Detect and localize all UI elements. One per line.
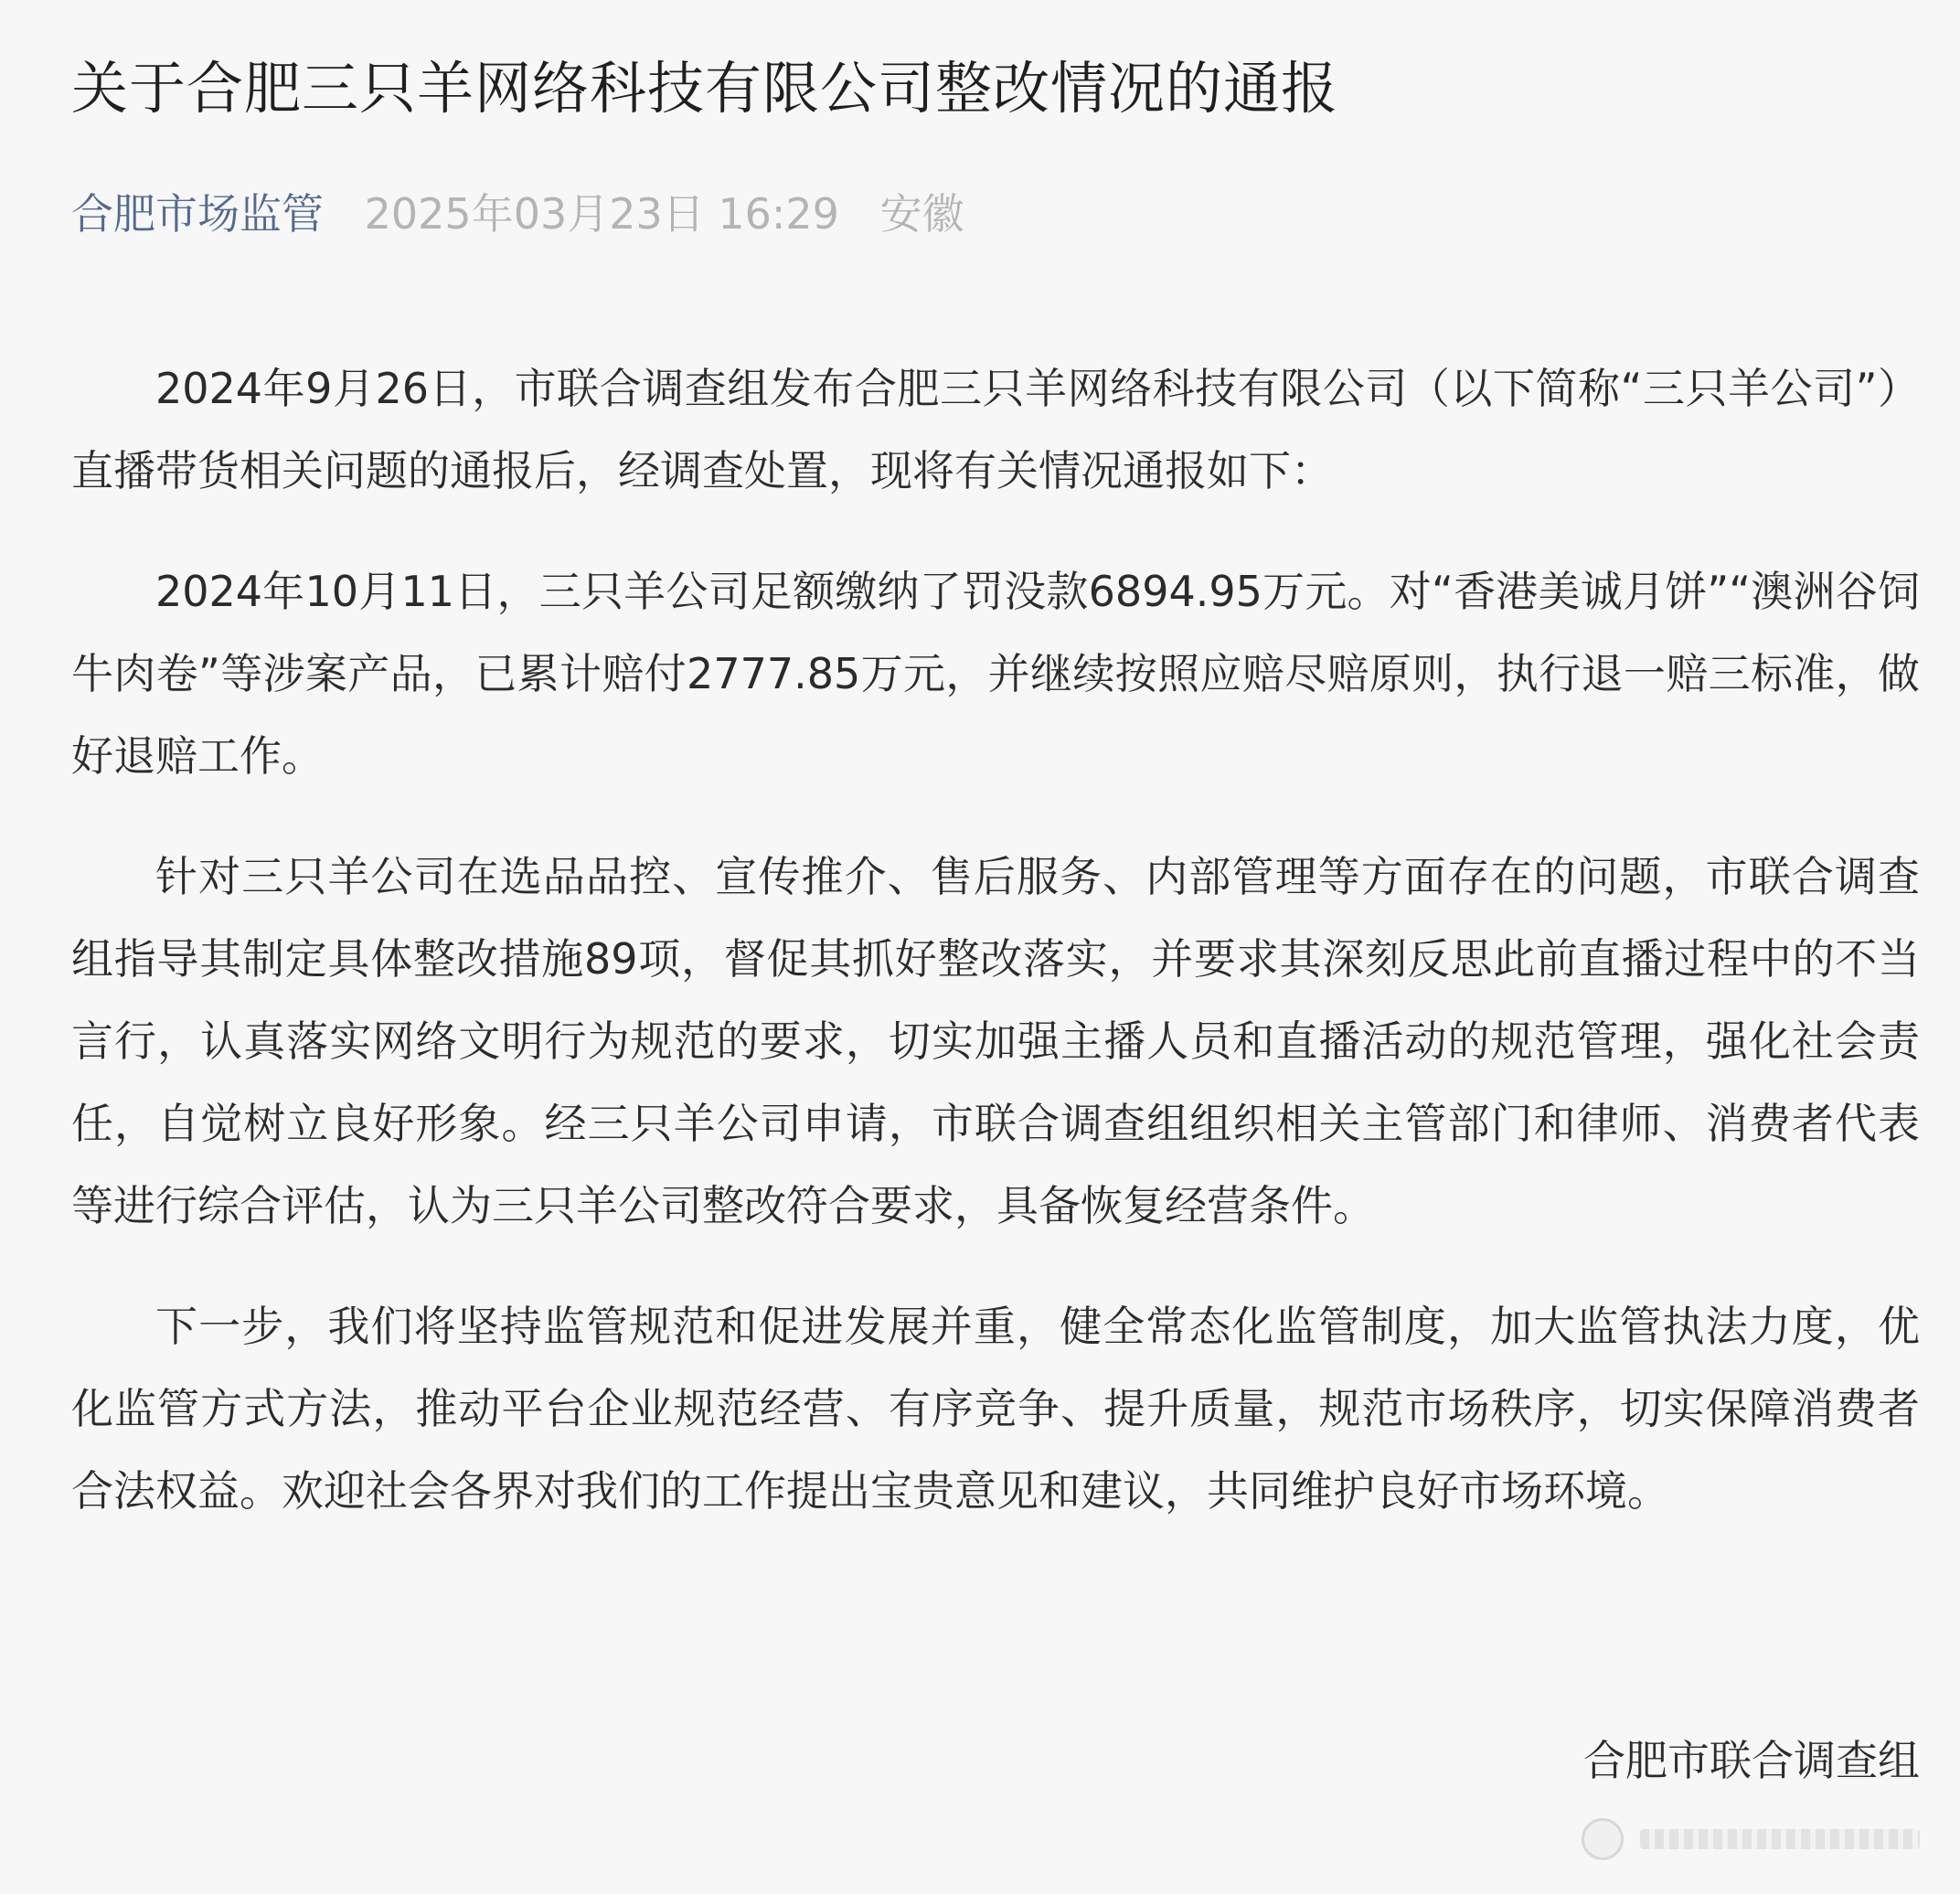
paragraph-4: 下一步，我们将坚持监管规范和促进发展并重，健全常态化监管制度，加大监管执法力度，优化监管方式方法，推动平台企业规范经营、有序竞争、提升质量，规范市场秩序，切实保障消费者合法权益。欢迎社会各界对我们的工作提出宝贵意见和建议，共同维护良好市场环境。 xyxy=(71,1302,1920,1516)
publish-location: 安徽 xyxy=(879,189,964,239)
paragraph-2: 2024年10月11日，三只羊公司足额缴纳了罚没款6894.95万元。对“香港美诚月饼”“澳洲谷饲牛肉卷”等涉案产品，已累计赔付2777.85万元，并继续按照应赔尽赔原则，执行退一赔三标准，做好退赔工作。 xyxy=(71,567,1920,781)
article-body xyxy=(71,347,1920,1532)
signature: 合肥市联合调查组 xyxy=(1583,1736,1920,1785)
source-link[interactable]: 合肥市场监管 xyxy=(71,189,324,239)
publish-date: 2025年03月23日 16:29 xyxy=(364,189,839,239)
article xyxy=(71,48,1920,1570)
watermark xyxy=(1582,1817,1920,1861)
watermark-text-graphic xyxy=(1640,1829,1920,1849)
paragraph-3: 针对三只羊公司在选品品控、宣传推介、售后服务、内部管理等方面存在的问题，市联合调查组指导其制定具体整改措施89项，督促其抓好整改落实，并要求其深刻反思此前直播过程中的不当言行，认真落实网络文明行为规范的要求，切实加强主播人员和直播活动的规范管理，强化社会责任，自觉树立良好形象。经三只羊公司申请，市联合调查组组织相关主管部门和律师、消费者代表等进行综合评估，认为三只羊公司整改符合要求，具备恢复经营条件。 xyxy=(71,852,1920,1230)
watermark-logo-icon xyxy=(1582,1818,1624,1860)
paragraph-1: 2024年9月26日，市联合调查组发布合肥三只羊网络科技有限公司（以下简称“三只羊公司”）直播带货相关问题的通报后，经调查处置，现将有关情况通报如下： xyxy=(71,364,1920,495)
article-title: 关于合肥三只羊网络科技有限公司整改情况的通报 xyxy=(71,55,1339,122)
article-meta xyxy=(71,186,1920,241)
